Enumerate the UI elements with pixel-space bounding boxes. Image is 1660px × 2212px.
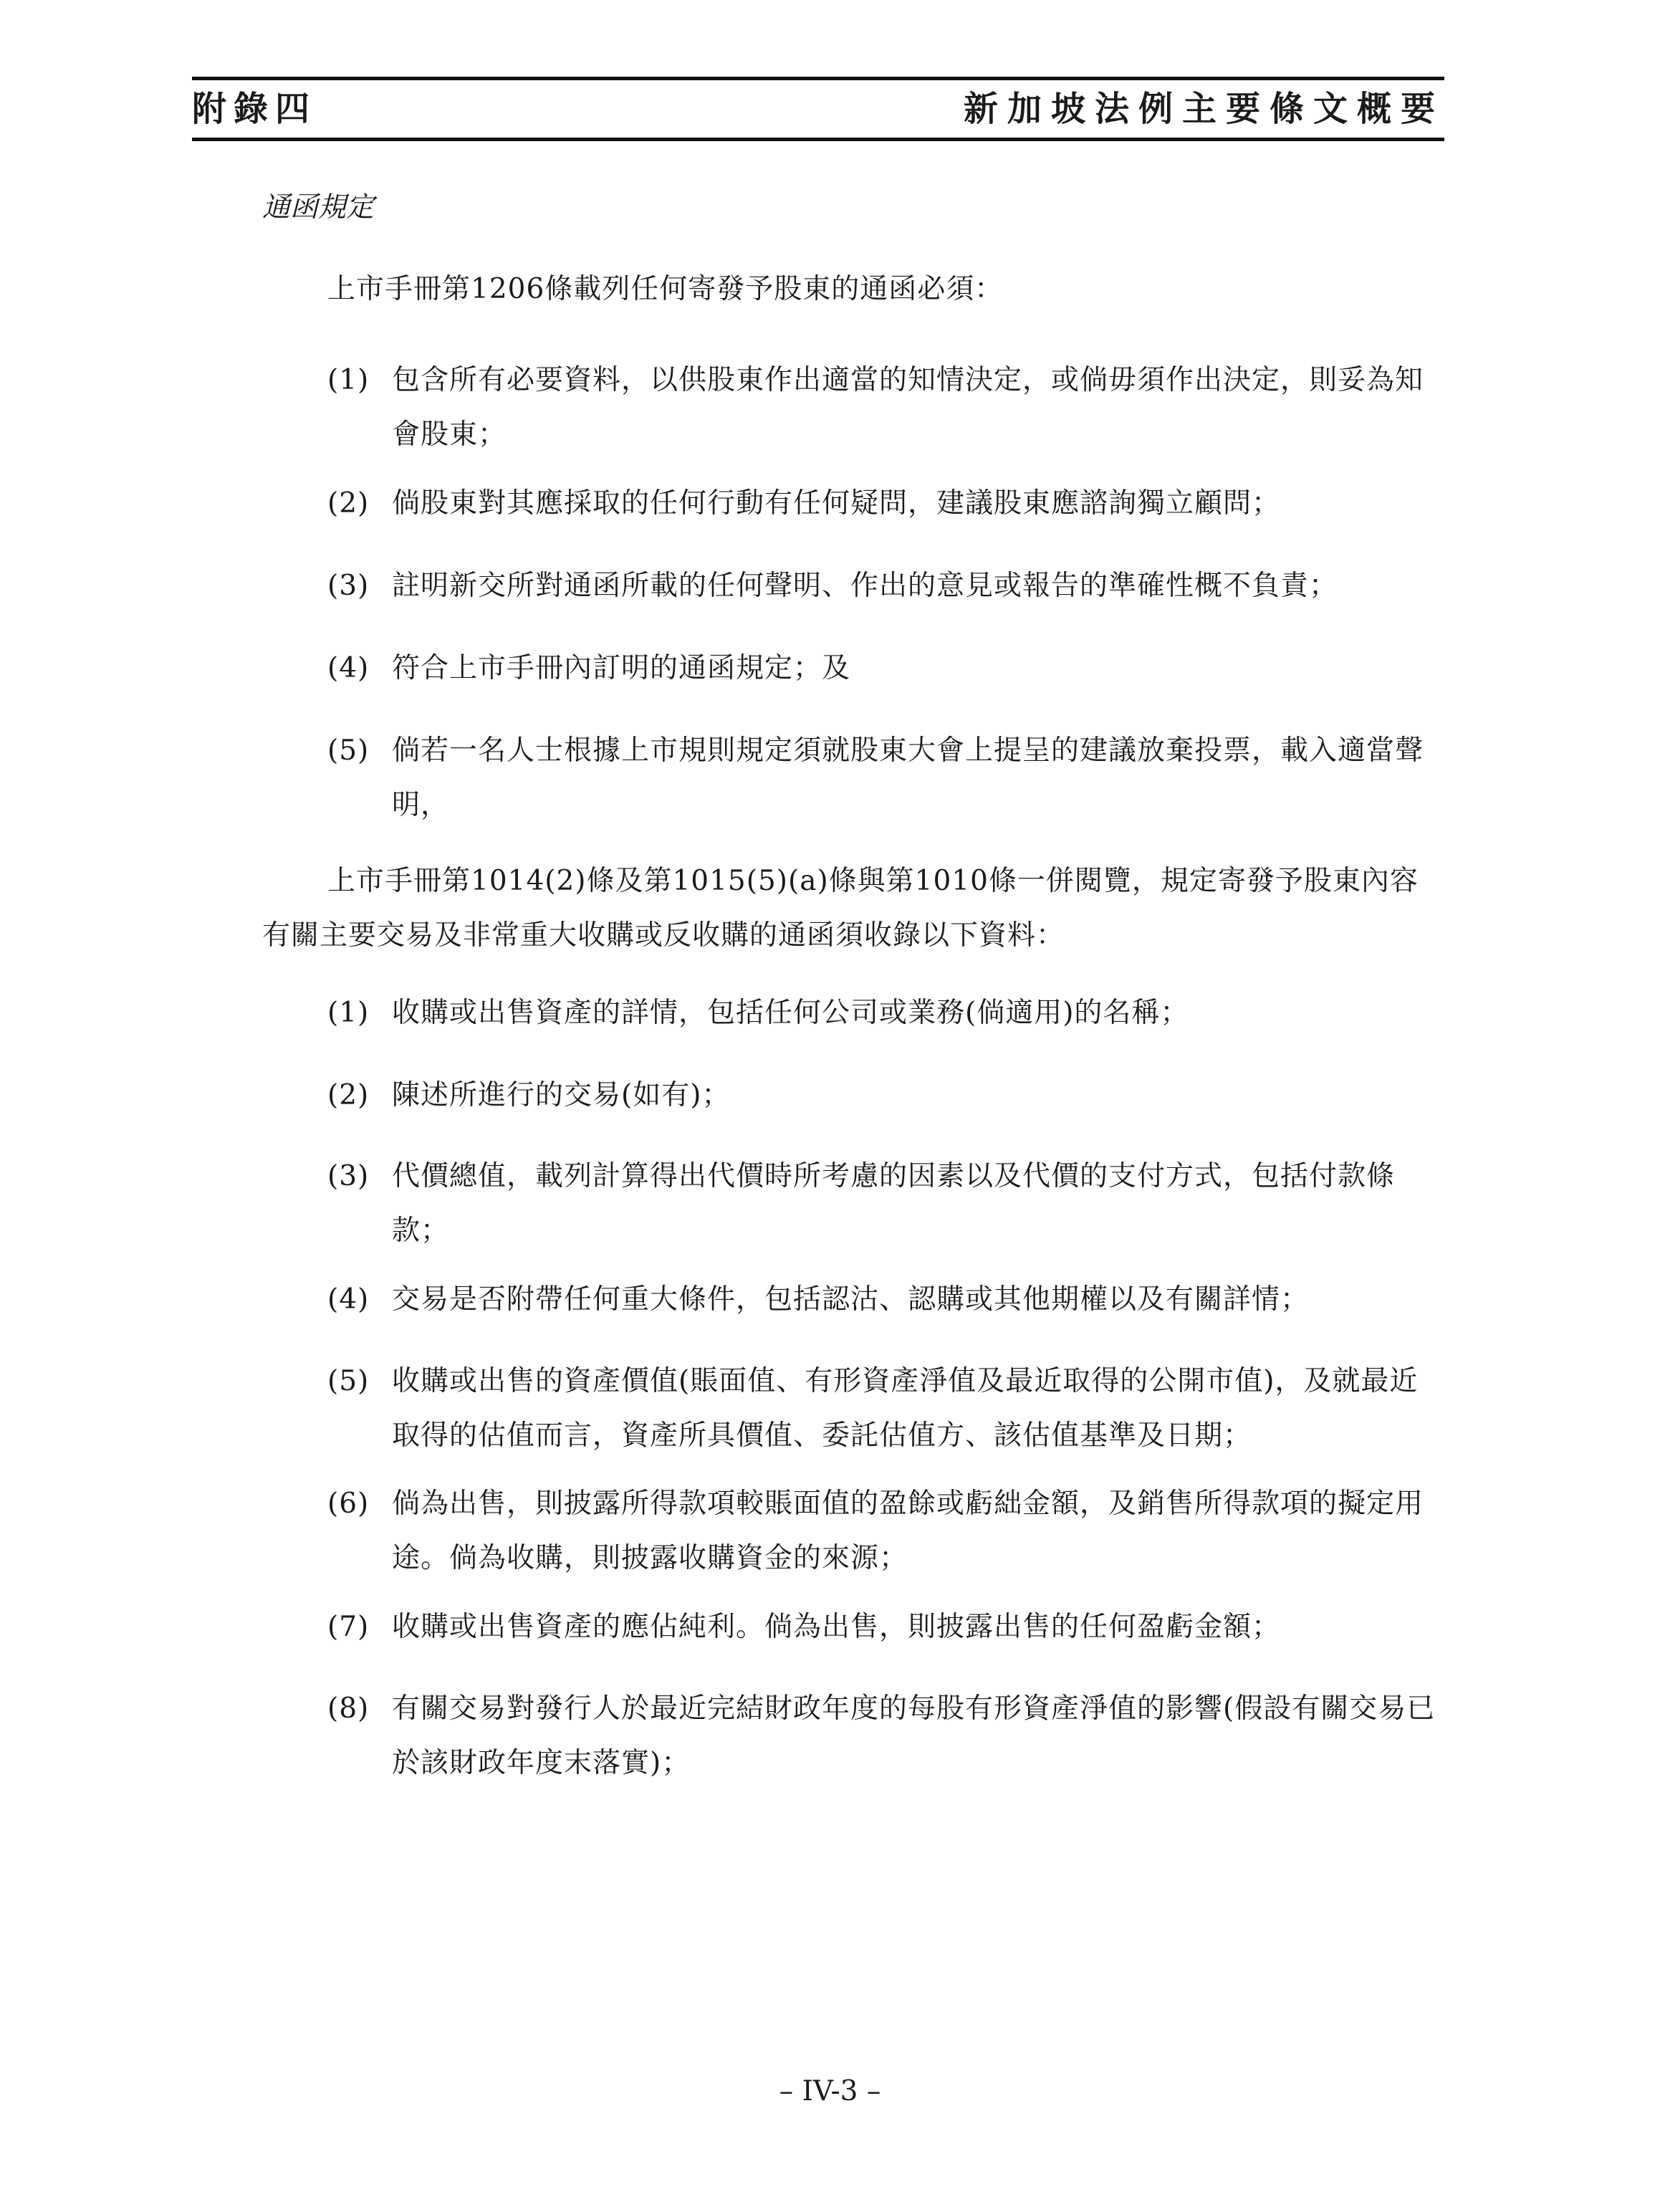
list2-item-8 — [327, 1682, 1444, 1791]
item-text: 倘若一名人士根據上市規則規定須就股東大會上提呈的建議放棄投票，載入適當聲明， — [392, 734, 1424, 821]
page-number: – IV-3 – — [779, 2075, 881, 2107]
list1-item-1 — [327, 353, 1444, 462]
item-number: (5) — [327, 1365, 370, 1397]
list1-item-2 — [327, 477, 1444, 531]
item-text: 收購或出售的資產價值(賬面值、有形資產淨值及最近取得的公開市值)，及就最近取得的估值而言，資產所具價值、委託估值方、該估值基準及日期； — [392, 1365, 1419, 1452]
list2-item-6 — [327, 1477, 1444, 1586]
item-text: 交易是否附帶任何重大條件，包括認沽、認購或其他期權以及有關詳情； — [392, 1283, 1310, 1316]
intro-paragraph-1: 上市手冊第1206條載列任何寄發予股東的通函必須： — [327, 273, 1004, 305]
list1-item-3 — [327, 559, 1444, 613]
item-text: 倘為出售，則披露所得款項較賬面值的盈餘或虧絀金額，及銷售所得款項的擬定用途。倘為收購，則披露收購資金的來源； — [392, 1488, 1424, 1574]
item-number: (2) — [327, 1079, 370, 1111]
list2-item-3 — [327, 1149, 1444, 1258]
item-text: 收購或出售資產的應佔純利。倘為出售，則披露出售的任何盈虧金額； — [392, 1611, 1281, 1643]
item-number: (1) — [327, 997, 370, 1029]
list2-item-5 — [327, 1354, 1444, 1463]
item-number: (3) — [327, 570, 370, 602]
item-number: (7) — [327, 1611, 370, 1643]
item-number: (2) — [327, 487, 370, 520]
list2-item-1 — [327, 986, 1444, 1040]
list2-item-2 — [327, 1068, 1444, 1123]
item-text: 註明新交所對通函所載的任何聲明、作出的意見或報告的準確性概不負責； — [392, 570, 1338, 602]
item-number: (3) — [327, 1160, 370, 1192]
appendix-title: 新加坡法例主要條文概要 — [963, 89, 1444, 129]
item-text: 有關交易對發行人於最近完結財政年度的每股有形資產淨值的影響(假設有關交易已於該財政年度末落實)； — [392, 1692, 1436, 1779]
item-text: 倘股東對其應採取的任何行動有任何疑問，建議股東應諮詢獨立顧問； — [392, 487, 1281, 520]
item-text: 符合上市手冊內訂明的通函規定；及 — [392, 652, 851, 684]
item-text: 收購或出售資產的詳情，包括任何公司或業務(倘適用)的名稱； — [392, 997, 1189, 1029]
item-number: (4) — [327, 652, 370, 684]
list2-item-4 — [327, 1273, 1444, 1327]
section-heading: 通函規定 — [262, 191, 375, 224]
item-text: 代價總值，載列計算得出代價時所考慮的因素以及代價的支付方式，包括付款條款； — [392, 1160, 1396, 1247]
item-number: (8) — [327, 1692, 370, 1725]
appendix-label: 附錄四 — [192, 89, 317, 129]
list1-item-4 — [327, 641, 1444, 696]
header-rule-top — [192, 77, 1444, 80]
item-number: (1) — [327, 364, 370, 396]
header-rule-bottom — [192, 138, 1444, 141]
item-number: (5) — [327, 734, 370, 767]
item-text: 陳述所進行的交易(如有)； — [392, 1079, 731, 1111]
item-number: (6) — [327, 1488, 370, 1520]
item-text: 包含所有必要資料，以供股東作出適當的知情決定，或倘毋須作出決定，則妥為知會股東； — [392, 364, 1424, 451]
list1-item-5 — [327, 724, 1444, 833]
list2-item-7 — [327, 1600, 1444, 1655]
item-number: (4) — [327, 1283, 370, 1316]
intro-paragraph-2: 上市手冊第1014(2)條及第1015(5)(a)條與第1010條一併閱覽，規定寄發予股東內容有關主要交易及非常重大收購或反收購的通函須收錄以下資料： — [262, 865, 1419, 952]
